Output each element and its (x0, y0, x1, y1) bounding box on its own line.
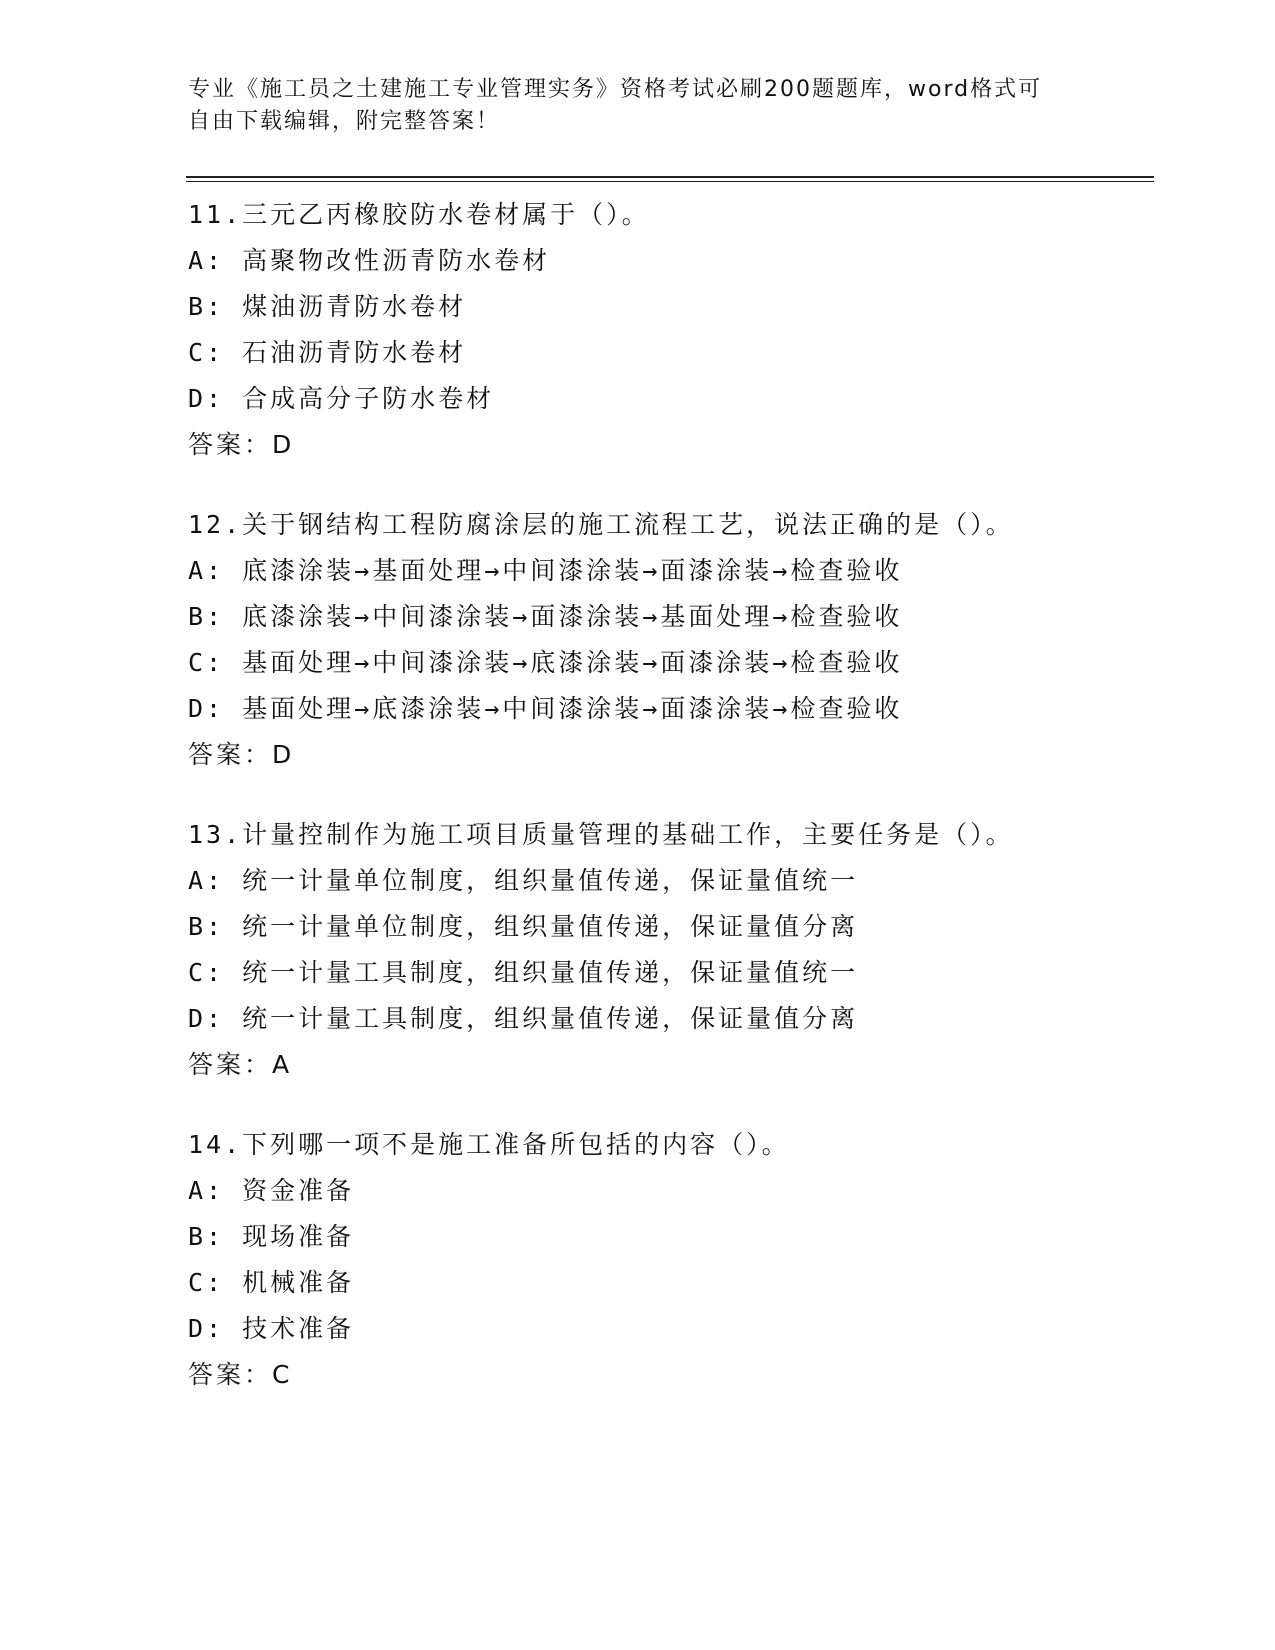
header-divider-thin (186, 181, 1154, 182)
option-c: C: 基面处理→中间漆涂装→底漆涂装→面漆涂装→检查验收 (188, 648, 903, 677)
option-d: D: 统一计量工具制度，组织量值传递，保证量值分离 (188, 1004, 859, 1033)
option-b: B: 底漆涂装→中间漆涂装→面漆涂装→基面处理→检查验收 (188, 602, 903, 631)
header-line-1: 专业《施工员之土建施工专业管理实务》资格考试必刷200题题库，word格式可 (188, 77, 1043, 102)
question-list (188, 192, 1188, 1432)
question-stem: 12.关于钢结构工程防腐涂层的施工流程工艺，说法正确的是（）。 (188, 510, 1014, 539)
header-line-2: 自由下载编辑，附完整答案！ (188, 109, 501, 134)
option-b: B: 煤油沥青防水卷材 (188, 292, 467, 321)
option-a: A: 底漆涂装→基面处理→中间漆涂装→面漆涂装→检查验收 (188, 556, 903, 585)
question-13 (188, 812, 1188, 1088)
option-a: A: 统一计量单位制度，组织量值传递，保证量值统一 (188, 866, 859, 895)
answer-line: 答案：A (188, 1050, 293, 1079)
option-a: A: 资金准备 (188, 1176, 355, 1205)
question-stem: 11.三元乙丙橡胶防水卷材属于（）。 (188, 200, 650, 229)
header-divider-thick (186, 176, 1154, 178)
question-stem: 14.下列哪一项不是施工准备所包括的内容（）。 (188, 1130, 790, 1159)
option-d: D: 技术准备 (188, 1314, 355, 1343)
option-d: D: 基面处理→底漆涂装→中间漆涂装→面漆涂装→检查验收 (188, 694, 903, 723)
question-stem: 13.计量控制作为施工项目质量管理的基础工作，主要任务是（）。 (188, 820, 1014, 849)
option-b: B: 统一计量单位制度，组织量值传递，保证量值分离 (188, 912, 859, 941)
option-c: C: 机械准备 (188, 1268, 355, 1297)
option-c: C: 统一计量工具制度，组织量值传递，保证量值统一 (188, 958, 859, 987)
answer-line: 答案：C (188, 1360, 293, 1389)
option-c: C: 石油沥青防水卷材 (188, 338, 467, 367)
question-11 (188, 192, 1188, 468)
question-14 (188, 1122, 1188, 1398)
document-header (188, 74, 1088, 138)
answer-line: 答案：D (188, 740, 295, 769)
answer-line: 答案：D (188, 430, 295, 459)
question-12 (188, 502, 1188, 778)
option-a: A: 高聚物改性沥青防水卷材 (188, 246, 551, 275)
option-d: D: 合成高分子防水卷材 (188, 384, 495, 413)
option-b: B: 现场准备 (188, 1222, 355, 1251)
